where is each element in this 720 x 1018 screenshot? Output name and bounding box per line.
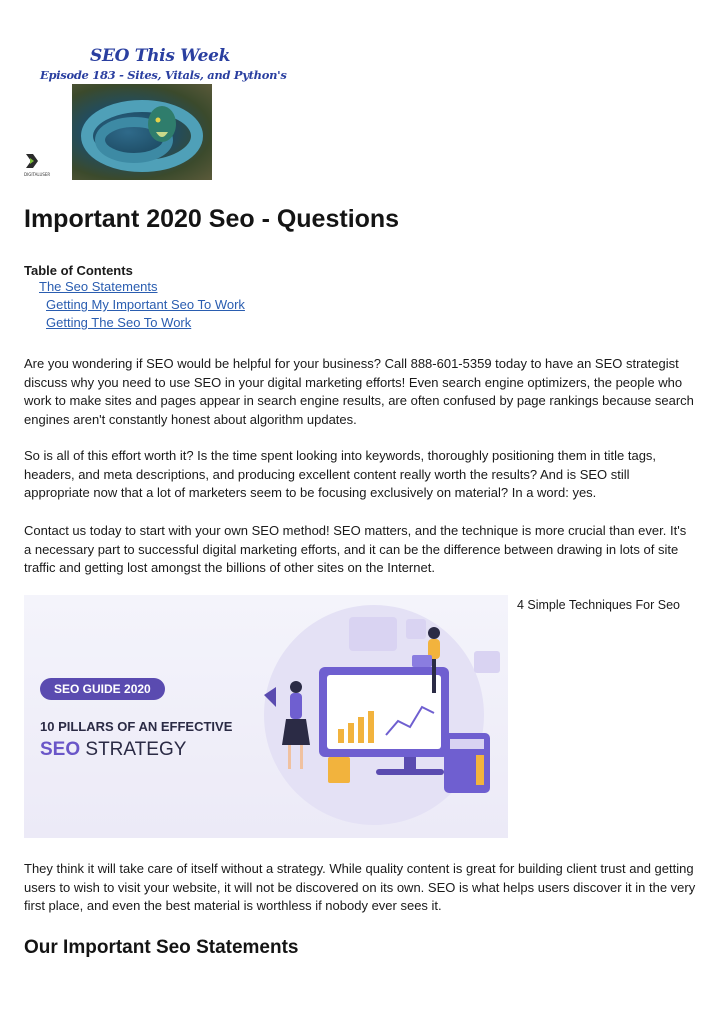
image-caption: 4 Simple Techniques For Seo: [516, 598, 680, 612]
show-title: SEO This Week: [90, 46, 231, 66]
toc-link-getting-seo-to-work[interactable]: Getting The Seo To Work: [46, 315, 192, 330]
episode-hero-image: [24, 40, 287, 180]
seo-guide-badge: SEO GUIDE 2020: [40, 678, 165, 700]
paragraph-intro: Are you wondering if SEO would be helpful for your business? Call 888-601-5359 today to have an SEO strategist discuss why you need to use SEO in your digital marketing efforts! Even search engine optimizers, the people who work to make sites and pages appear in search engine results, are often confused by page rankings because search engines aren't constantly honest about algorithm updates.: [24, 356, 694, 427]
brand-logo: [24, 152, 54, 178]
toc-link-getting-important-seo[interactable]: Getting My Important Seo To Work: [46, 297, 245, 312]
snake-photo: [72, 84, 212, 180]
strategy-word: STRATEGY: [85, 739, 187, 760]
illustration-title: [40, 739, 186, 761]
paragraph-effort: So is all of this effort worth it? Is the time spent looking into keywords, thoroughly positioning them in title tags, headers, and meta descriptions, and producing excellent content really worth the results? And is SEO still appropriate now that a lot of marketers seem to be focusing exclusively on material? In a word: yes.: [24, 448, 657, 500]
logo-text: DIGITALUSER: [24, 172, 51, 177]
seo-guide-illustration: [24, 595, 508, 838]
page-title: Important 2020 Seo - Questions: [24, 205, 400, 233]
illustration-subtitle: 10 PILLARS OF AN EFFECTIVE: [40, 719, 233, 734]
paragraph-strategy: They think it will take care of itself without a strategy. While quality content is great for building client trust and getting users to wish to visit your website, it will not be discovered on its own. SEO is what helps users discover it in the very first place, and even the best material is worthless if nobody ever sees it.: [24, 861, 696, 913]
seo-accent: SEO: [40, 739, 81, 760]
table-of-contents: [24, 263, 245, 332]
toc-heading: Table of Contents: [24, 263, 133, 278]
episode-title: Episode 183 - Sites, Vitals, and Python's: [40, 68, 287, 82]
paragraph-contact: Contact us today to start with your own SEO method! SEO matters, and the technique is more crucial than ever. It's a necessary part to successful digital marketing efforts, and it can be the difference between drawing in lots of site traffic and getting lost amongst the billions of other sites on the Internet.: [24, 523, 687, 575]
toc-link-seo-statements[interactable]: The Seo Statements: [39, 279, 158, 294]
section-heading: Our Important Seo Statements: [24, 937, 299, 958]
